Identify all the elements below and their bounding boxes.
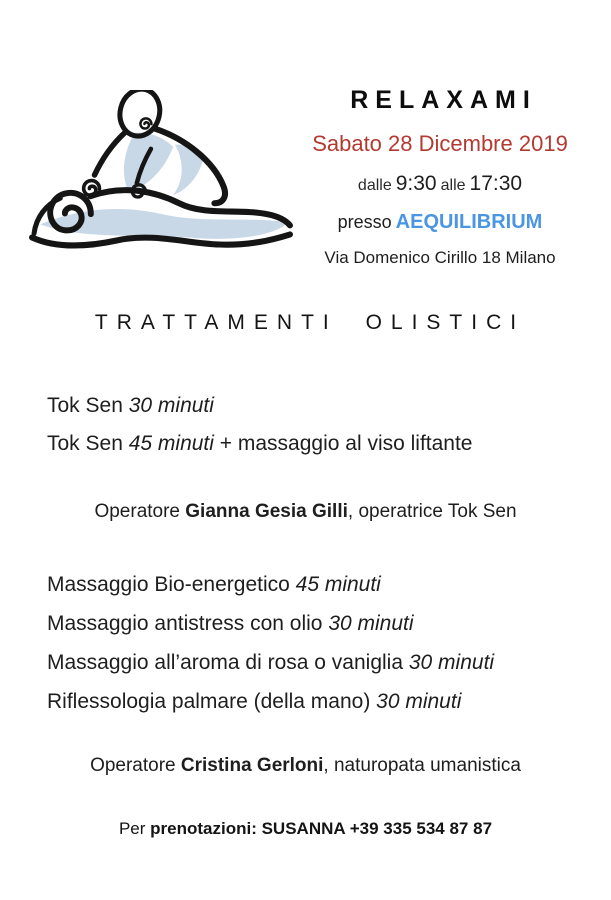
treatment-group-massaggi — [47, 565, 494, 721]
treatment-name: Massaggio antistress con olio — [47, 612, 329, 635]
time-to-label: alle — [440, 177, 466, 194]
treatment-duration: 30 minuti — [376, 690, 462, 713]
treatment-duration: 30 minuti — [128, 394, 214, 417]
booking-contact — [0, 819, 611, 839]
treatment-item — [47, 425, 473, 463]
event-date: Sabato 28 Dicembre 2019 — [312, 131, 568, 156]
treatment-item — [47, 387, 473, 425]
booking-label: Per — [118, 819, 151, 838]
treatment-duration: 30 minuti — [408, 651, 495, 674]
venue-label: presso — [337, 212, 392, 232]
event-venue-line — [298, 211, 582, 234]
event-time — [298, 172, 582, 196]
operator-label: Operatore — [90, 755, 181, 776]
treatment-name: Massaggio all’aroma di rosa o vaniglia — [47, 651, 409, 674]
treatment-extra: + massaggio al viso liftante — [213, 432, 473, 455]
treatment-name: Riflessologia palmare (della mano) — [47, 690, 377, 713]
time-start: 9:30 — [395, 172, 437, 195]
operator-label: Operatore — [94, 501, 186, 522]
section-title: TRATTAMENTI OLISTICI — [94, 311, 526, 334]
operator-role: , naturopata umanistica — [323, 755, 521, 776]
operator-name: Cristina Gerloni — [180, 755, 324, 776]
treatment-name: Tok Sen — [47, 394, 129, 417]
treatment-item — [47, 643, 494, 682]
treatment-item — [47, 682, 494, 721]
treatment-duration: 30 minuti — [328, 612, 414, 635]
treatment-name: Tok Sen — [47, 432, 129, 455]
massage-figure-logo — [26, 90, 298, 252]
treatment-duration: 45 minuti — [295, 573, 381, 596]
treatment-item — [47, 565, 494, 604]
event-header — [298, 86, 582, 268]
massage-figure-illustration — [26, 90, 298, 252]
venue-name: AEQUILIBRIUM — [395, 211, 543, 233]
treatment-group-tok-sen — [47, 387, 473, 463]
time-end: 17:30 — [469, 172, 523, 195]
operator-note — [0, 501, 611, 523]
operator-role: , operatrice Tok Sen — [347, 501, 517, 522]
booking-phone: prenotazioni: SUSANNA +39 335 534 87 87 — [150, 819, 493, 838]
treatment-duration: 45 minuti — [128, 432, 214, 455]
venue-address: Via Domenico Cirillo 18 Milano — [324, 248, 556, 267]
operator-name: Gianna Gesia Gilli — [185, 501, 348, 522]
operator-note — [0, 755, 611, 777]
treatment-name: Massaggio Bio-energetico — [47, 573, 296, 596]
treatment-item — [47, 604, 494, 643]
time-from-label: dalle — [357, 177, 392, 194]
event-title: RELAXAMI — [350, 86, 537, 114]
